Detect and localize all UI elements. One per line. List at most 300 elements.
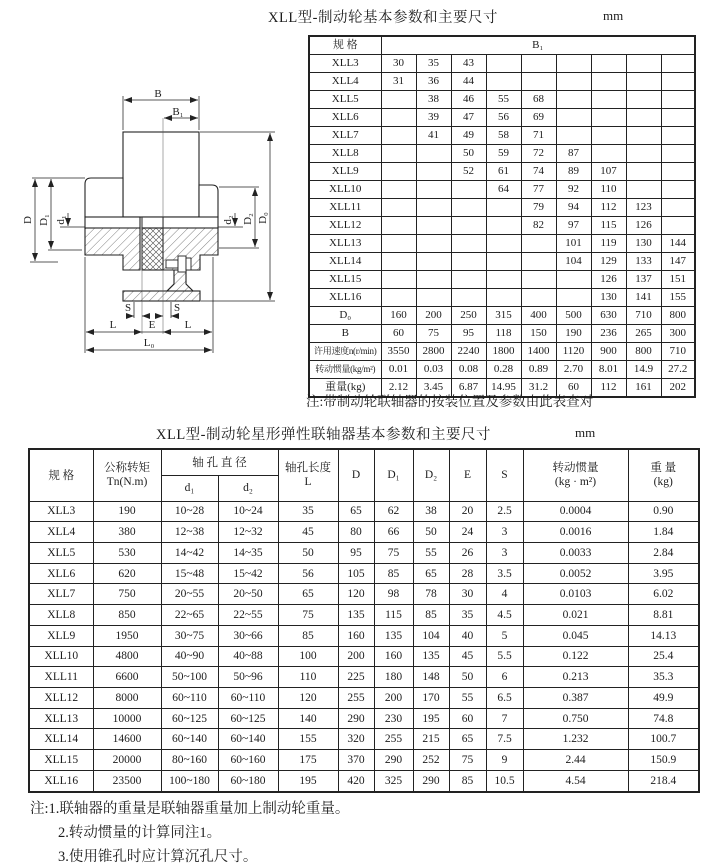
- value-cell: 60~125: [161, 708, 218, 729]
- value-cell: 10~24: [218, 501, 278, 522]
- value-cell: [556, 109, 591, 127]
- value-cell: [626, 145, 661, 163]
- table-row: [29, 646, 699, 667]
- value-cell: 3.45: [416, 379, 451, 398]
- value-cell: 50: [451, 145, 486, 163]
- row-label: B: [309, 325, 381, 343]
- dim-label-D1: D₁: [38, 214, 50, 226]
- value-cell: [626, 73, 661, 91]
- value-cell: 65: [413, 563, 449, 584]
- footnote-3: 3.使用锥孔时应计算沉孔尺寸。: [58, 849, 258, 865]
- value-cell: [451, 235, 486, 253]
- value-cell: 200: [416, 307, 451, 325]
- row-label: XLL12: [309, 217, 381, 235]
- value-cell: [451, 181, 486, 199]
- value-cell: 2.5: [486, 501, 523, 522]
- value-cell: [486, 289, 521, 307]
- value-cell: 85: [449, 770, 486, 792]
- value-cell: [381, 181, 416, 199]
- value-cell: 69: [521, 109, 556, 127]
- value-cell: 129: [591, 253, 626, 271]
- table-row: [309, 271, 695, 289]
- value-cell: 3.95: [628, 563, 699, 584]
- table-row: [309, 343, 695, 361]
- value-cell: [486, 73, 521, 91]
- value-cell: [661, 163, 695, 181]
- value-cell: 137: [626, 271, 661, 289]
- value-cell: 65: [338, 501, 374, 522]
- value-cell: 49: [451, 127, 486, 145]
- value-cell: 2.44: [523, 750, 628, 771]
- value-cell: 60~160: [218, 750, 278, 771]
- value-cell: 55: [486, 91, 521, 109]
- value-cell: 1800: [486, 343, 521, 361]
- value-cell: [661, 181, 695, 199]
- value-cell: 30~66: [218, 625, 278, 646]
- row-label: XLL6: [29, 563, 93, 584]
- value-cell: [591, 109, 626, 127]
- table-row: [29, 750, 699, 771]
- dim-label-S-right: S: [173, 302, 181, 314]
- value-cell: [591, 145, 626, 163]
- value-cell: 60~140: [161, 729, 218, 750]
- right-hub: [199, 185, 218, 217]
- value-cell: 3: [486, 522, 523, 543]
- value-cell: 1950: [93, 625, 161, 646]
- value-cell: [556, 289, 591, 307]
- value-cell: 200: [338, 646, 374, 667]
- table-row: [29, 667, 699, 688]
- value-cell: 77: [521, 181, 556, 199]
- row-label: XLL5: [29, 542, 93, 563]
- value-cell: 135: [338, 605, 374, 626]
- value-cell: 202: [661, 379, 695, 398]
- value-cell: 0.122: [523, 646, 628, 667]
- value-cell: 10~28: [161, 501, 218, 522]
- dim-label-d2: d₂: [222, 215, 234, 225]
- value-cell: 49.9: [628, 687, 699, 708]
- value-cell: 104: [556, 253, 591, 271]
- value-cell: 31: [381, 73, 416, 91]
- value-cell: [556, 73, 591, 91]
- value-cell: [521, 73, 556, 91]
- value-cell: 56: [486, 109, 521, 127]
- value-cell: 59: [486, 145, 521, 163]
- value-cell: 52: [451, 163, 486, 181]
- value-cell: 0.08: [451, 361, 486, 379]
- value-cell: 155: [661, 289, 695, 307]
- row-label: XLL9: [29, 625, 93, 646]
- table-row: [309, 181, 695, 199]
- value-cell: 87: [556, 145, 591, 163]
- value-cell: 7: [486, 708, 523, 729]
- value-cell: 50: [413, 522, 449, 543]
- value-cell: 252: [413, 750, 449, 771]
- coupling-cross-section-diagram: [18, 82, 290, 362]
- value-cell: 710: [626, 307, 661, 325]
- value-cell: 50~100: [161, 667, 218, 688]
- value-cell: 58: [486, 127, 521, 145]
- value-cell: 22~65: [161, 605, 218, 626]
- dim-label-B1: B₁: [172, 106, 184, 118]
- value-cell: [381, 109, 416, 127]
- table-row: [309, 217, 695, 235]
- table-row: [309, 325, 695, 343]
- d2-header: d₂: [218, 475, 278, 501]
- value-cell: 1.84: [628, 522, 699, 543]
- brake-wheel-rim: [123, 132, 199, 217]
- value-cell: 79: [521, 199, 556, 217]
- value-cell: 20~50: [218, 584, 278, 605]
- value-cell: 135: [413, 646, 449, 667]
- value-cell: [451, 217, 486, 235]
- value-cell: 100: [278, 646, 338, 667]
- dim-label-S-left: S: [124, 302, 132, 314]
- value-cell: [521, 55, 556, 73]
- value-cell: 0.0004: [523, 501, 628, 522]
- value-cell: 75: [278, 605, 338, 626]
- table-row: [309, 235, 695, 253]
- value-cell: 135: [374, 625, 413, 646]
- row-label: XLL16: [309, 289, 381, 307]
- value-cell: [626, 109, 661, 127]
- value-cell: [521, 271, 556, 289]
- value-cell: 50: [449, 667, 486, 688]
- value-cell: 9: [486, 750, 523, 771]
- value-cell: 45: [278, 522, 338, 543]
- table-row: [309, 163, 695, 181]
- value-cell: 22~55: [218, 605, 278, 626]
- value-cell: 71: [521, 127, 556, 145]
- value-cell: 8.81: [628, 605, 699, 626]
- value-cell: 126: [626, 217, 661, 235]
- value-cell: [416, 235, 451, 253]
- value-cell: [381, 289, 416, 307]
- value-cell: 6.5: [486, 687, 523, 708]
- value-cell: 15~42: [218, 563, 278, 584]
- dim-label-B: B: [154, 88, 162, 100]
- value-cell: 150.9: [628, 750, 699, 771]
- table2-title: XLL型-制动轮星形弹性联轴器基本参数和主要尺寸: [156, 427, 492, 443]
- value-cell: 110: [278, 667, 338, 688]
- value-cell: 107: [591, 163, 626, 181]
- value-cell: 35: [416, 55, 451, 73]
- value-cell: 2800: [416, 343, 451, 361]
- D2-header: D₂: [413, 449, 449, 501]
- value-cell: 41: [416, 127, 451, 145]
- value-cell: 100~180: [161, 770, 218, 792]
- value-cell: 140: [278, 708, 338, 729]
- value-cell: 40: [449, 625, 486, 646]
- value-cell: 370: [338, 750, 374, 771]
- value-cell: [661, 127, 695, 145]
- coupling-parameters-table: [28, 448, 700, 793]
- value-cell: 4.5: [486, 605, 523, 626]
- value-cell: 12~32: [218, 522, 278, 543]
- value-cell: 0.021: [523, 605, 628, 626]
- value-cell: 89: [556, 163, 591, 181]
- spec-header: 规 格: [29, 449, 93, 501]
- value-cell: 43: [451, 55, 486, 73]
- value-cell: 10000: [93, 708, 161, 729]
- right-bore: [163, 217, 218, 228]
- value-cell: 400: [521, 307, 556, 325]
- value-cell: [626, 91, 661, 109]
- value-cell: 61: [486, 163, 521, 181]
- value-cell: 850: [93, 605, 161, 626]
- row-label: XLL7: [309, 127, 381, 145]
- table-row: [309, 127, 695, 145]
- value-cell: 35: [449, 605, 486, 626]
- bore-length-header: 轴孔长度 L: [278, 449, 338, 501]
- value-cell: 126: [591, 271, 626, 289]
- footnote-1: 注:1.联轴器的重量是联轴器重量加上制动轮重量。: [30, 801, 350, 817]
- value-cell: 31.2: [521, 379, 556, 398]
- value-cell: 190: [93, 501, 161, 522]
- value-cell: [661, 55, 695, 73]
- value-cell: 0.0016: [523, 522, 628, 543]
- row-label: XLL14: [309, 253, 381, 271]
- value-cell: 265: [626, 325, 661, 343]
- weight-header: 重 量 (kg): [628, 449, 699, 501]
- value-cell: 170: [413, 687, 449, 708]
- value-cell: 27.2: [661, 361, 695, 379]
- brake-wheel-table: [308, 35, 696, 398]
- value-cell: 75: [374, 542, 413, 563]
- value-cell: 133: [626, 253, 661, 271]
- value-cell: 119: [591, 235, 626, 253]
- table-row: [309, 199, 695, 217]
- value-cell: [556, 91, 591, 109]
- value-cell: 45: [449, 646, 486, 667]
- value-cell: 2.70: [556, 361, 591, 379]
- value-cell: [381, 271, 416, 289]
- E-header: E: [449, 449, 486, 501]
- value-cell: 72: [521, 145, 556, 163]
- dim-label-L0: L₀: [143, 337, 155, 349]
- value-cell: 60~110: [218, 687, 278, 708]
- value-cell: 92: [556, 181, 591, 199]
- value-cell: 630: [591, 307, 626, 325]
- row-label: XLL14: [29, 729, 93, 750]
- row-label: XLL11: [309, 199, 381, 217]
- coupling-parts: [85, 132, 218, 301]
- value-cell: [626, 127, 661, 145]
- value-cell: 100.7: [628, 729, 699, 750]
- value-cell: 64: [486, 181, 521, 199]
- value-cell: 0.045: [523, 625, 628, 646]
- value-cell: 130: [626, 235, 661, 253]
- value-cell: 300: [661, 325, 695, 343]
- value-cell: 112: [591, 199, 626, 217]
- value-cell: 2.12: [381, 379, 416, 398]
- value-cell: 60~140: [218, 729, 278, 750]
- value-cell: 68: [521, 91, 556, 109]
- value-cell: [381, 217, 416, 235]
- value-cell: 14.9: [626, 361, 661, 379]
- value-cell: 60: [381, 325, 416, 343]
- value-cell: [451, 271, 486, 289]
- value-cell: [416, 271, 451, 289]
- value-cell: [556, 55, 591, 73]
- dim-label-L-left: L: [109, 319, 117, 331]
- value-cell: 215: [413, 729, 449, 750]
- elastic-spider: [142, 228, 163, 270]
- value-cell: 23500: [93, 770, 161, 792]
- table-row: [29, 584, 699, 605]
- table-row: [309, 253, 695, 271]
- value-cell: [661, 199, 695, 217]
- value-cell: 6.02: [628, 584, 699, 605]
- value-cell: 130: [591, 289, 626, 307]
- value-cell: [416, 199, 451, 217]
- value-cell: 230: [374, 708, 413, 729]
- value-cell: 120: [338, 584, 374, 605]
- value-cell: 65: [449, 729, 486, 750]
- value-cell: 530: [93, 542, 161, 563]
- left-hub: [85, 178, 123, 217]
- value-cell: 97: [556, 217, 591, 235]
- table-row: [309, 361, 695, 379]
- value-cell: 0.387: [523, 687, 628, 708]
- row-label: XLL5: [309, 91, 381, 109]
- value-cell: 44: [451, 73, 486, 91]
- row-label: 重量(kg): [309, 379, 381, 398]
- value-cell: 55: [449, 687, 486, 708]
- row-label: XLL8: [29, 605, 93, 626]
- dim-label-E: E: [148, 319, 156, 331]
- table2-unit: mm: [575, 425, 596, 440]
- value-cell: [591, 73, 626, 91]
- row-label: 转动惯量(kg/m²): [309, 361, 381, 379]
- D-header: D: [338, 449, 374, 501]
- value-cell: [661, 145, 695, 163]
- value-cell: 38: [416, 91, 451, 109]
- value-cell: [521, 253, 556, 271]
- value-cell: 6.87: [451, 379, 486, 398]
- value-cell: 46: [451, 91, 486, 109]
- row-label: XLL11: [29, 667, 93, 688]
- value-cell: 15~48: [161, 563, 218, 584]
- value-cell: 62: [374, 501, 413, 522]
- dim-label-D0: D₀: [257, 212, 269, 224]
- value-cell: [661, 217, 695, 235]
- value-cell: 195: [413, 708, 449, 729]
- value-cell: [591, 127, 626, 145]
- table1-title: XLL型-制动轮基本参数和主要尺寸: [268, 10, 499, 26]
- row-label: XLL4: [309, 73, 381, 91]
- value-cell: 800: [626, 343, 661, 361]
- row-label: XLL6: [309, 109, 381, 127]
- value-cell: 47: [451, 109, 486, 127]
- value-cell: 50~96: [218, 667, 278, 688]
- value-cell: 8.01: [591, 361, 626, 379]
- value-cell: [661, 109, 695, 127]
- value-cell: [381, 145, 416, 163]
- spec-header: 规 格: [309, 36, 381, 55]
- table-row: [29, 708, 699, 729]
- value-cell: 98: [374, 584, 413, 605]
- value-cell: 75: [416, 325, 451, 343]
- value-cell: 4.54: [523, 770, 628, 792]
- value-cell: 115: [374, 605, 413, 626]
- row-label: XLL16: [29, 770, 93, 792]
- left-flange: [85, 228, 140, 270]
- value-cell: 141: [626, 289, 661, 307]
- value-cell: 60~125: [218, 708, 278, 729]
- value-cell: [486, 199, 521, 217]
- d1-header: d₁: [161, 475, 218, 501]
- value-cell: 115: [591, 217, 626, 235]
- value-cell: 2.84: [628, 542, 699, 563]
- value-cell: 50: [278, 542, 338, 563]
- value-cell: 5: [486, 625, 523, 646]
- bore-diameter-header: 轴 孔 直 径: [161, 449, 278, 475]
- value-cell: 39: [416, 109, 451, 127]
- table-row: [29, 729, 699, 750]
- value-cell: 0.750: [523, 708, 628, 729]
- value-cell: 420: [338, 770, 374, 792]
- row-label: XLL15: [309, 271, 381, 289]
- value-cell: 250: [451, 307, 486, 325]
- value-cell: [416, 181, 451, 199]
- footnote-2: 2.转动惯量的计算同注1。: [58, 825, 222, 841]
- dim-label-D: D: [22, 216, 34, 224]
- dim-label-d1: d₁: [55, 215, 67, 225]
- row-label: 许用速度n(r/min): [309, 343, 381, 361]
- value-cell: [626, 181, 661, 199]
- value-cell: [591, 55, 626, 73]
- value-cell: 800: [661, 307, 695, 325]
- value-cell: [661, 91, 695, 109]
- table-row: [29, 687, 699, 708]
- value-cell: 85: [278, 625, 338, 646]
- value-cell: 60~180: [218, 770, 278, 792]
- value-cell: 3.5: [486, 563, 523, 584]
- value-cell: [521, 235, 556, 253]
- value-cell: 40~88: [218, 646, 278, 667]
- row-label: XLL10: [29, 646, 93, 667]
- row-label: XLL12: [29, 687, 93, 708]
- value-cell: 95: [338, 542, 374, 563]
- value-cell: 14~35: [218, 542, 278, 563]
- value-cell: 20~55: [161, 584, 218, 605]
- row-label: XLL15: [29, 750, 93, 771]
- value-cell: 151: [661, 271, 695, 289]
- value-cell: 380: [93, 522, 161, 543]
- S-header: S: [486, 449, 523, 501]
- value-cell: [416, 217, 451, 235]
- dim-label-L-right: L: [184, 319, 192, 331]
- value-cell: 95: [451, 325, 486, 343]
- table-row: [29, 625, 699, 646]
- value-cell: [626, 55, 661, 73]
- row-label: XLL4: [29, 522, 93, 543]
- brake-wheel-web: [167, 270, 193, 291]
- table-row: [29, 605, 699, 626]
- left-bore: [85, 217, 140, 228]
- value-cell: 8000: [93, 687, 161, 708]
- value-cell: [381, 91, 416, 109]
- value-cell: 255: [374, 729, 413, 750]
- value-cell: 0.213: [523, 667, 628, 688]
- value-cell: [451, 253, 486, 271]
- value-cell: 0.90: [628, 501, 699, 522]
- value-cell: 0.0033: [523, 542, 628, 563]
- value-cell: 155: [278, 729, 338, 750]
- value-cell: 0.89: [521, 361, 556, 379]
- torque-header: 公称转矩 Tn(N.m): [93, 449, 161, 501]
